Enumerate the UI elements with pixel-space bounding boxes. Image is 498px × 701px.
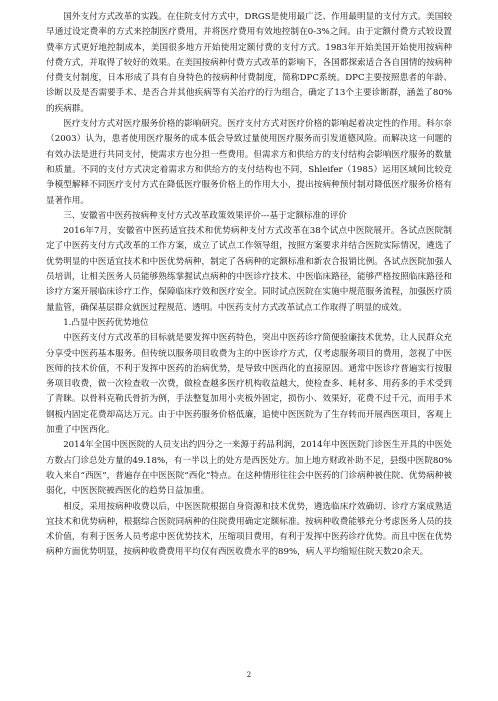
paragraph-2014-statistics: 2014年全国中医医院的人员支出约四分之一来源于药品利润，2014年中医医院门诊医生开具的中医处方数占门诊总处方量的49.18%，有一半以上的处方是西医处方。加上地方财政补助不足，县级中医院80%收入来自“西医”，普遍存在中医医院“西化”特点。在这种情形往往会中医药的门诊病种被住院、优势病种被弱化，中医医院被西医化的趋势日益加重。 — [46, 440, 452, 497]
document-body — [46, 10, 452, 561]
paragraph-per-case-payment: 相反，采用按病种收费以后，中医医院根据自身资源和技术优势，遴选临床疗效确切、诊疗方案成熟适宜技术和优势病种，根据综合医院同病种的住院费用确定定额标准。按病种收费能够充分考虑医务人员的技术价值，有利于医务人员考虑中医优势技术，压缩项目费用，有利于发挥中医药诊疗优势。而且中医在优势病种方面优势明显，按病种收费费用平均仅有西医收费水平的89%，病人平均缩短住院天数20余天。 — [46, 501, 452, 558]
paragraph-reform-goal: 中医药支付方式改革的目标就是要发挥中医药特色，突出中医药诊疗简便验廉技术优势，让人民群众充分享受中医药基本服务。但传统以服务项目收费为主的中医诊疗方式，仅考虑服务项目的费用，忽视了中医医师的技术价值，不利于发挥中医药的治病优势，是导致中医西化的直接原因。通常中医诊疗普遍实行按服务项目收费，做一次检查收一次费，做检查越多医疗机构收益越大，使检查多、耗材多、用药多的手术受到了青睐。以骨科克勒氏骨折为例，手法整复加用小夹板外固定，损伤小、效果好，花费不过千元，而用手术钢板内固定花费却高达万元。由于中医药服务价格低廉，追使中医医院为了生存转而开展西医项目，客观上加重了中医西化。 — [46, 333, 452, 436]
subheading-tcm-advantage: 1.凸显中医药优势地位 — [63, 317, 149, 328]
page-number: 2 — [246, 671, 252, 679]
paragraph-foreign-payment-practice: 国外支付方式改革的实践。在住院支付方式中，DRGS是使用最广泛、作用最明显的支付方式。美国较早通过设定费率的方式来控制医疗费用，并将医疗费用有效地控制在0-3%之间。由于定额付费方式较设置费率方式更好地控制成本，美国很多地方开始使用定额付费的支付方式。1983年开始美国开始使用按病种付费方式，并取得了较好的效果。在美国按病种付费方式改革的影响下，各国都探索适合各自国情的按病种付费支付制度，日本形成了具有自身特色的按病种付费制度，简称DPC系统。DPC主要按照患者的年龄、诊断以及是否需要手术、是否合并其他疾病等有关治疗的行为组合，确定了13个主要诊断群，涵盖了80%的疾病群。 — [46, 12, 452, 114]
section-heading: 三、安徽省中医药按病种支付方式改革政策效果评价---基于定额标准的评价 — [63, 210, 347, 221]
paragraph-pilot-reform: 2016年7月，安徽省中医药适宜技术和优势病种支付方式改革在38个试点中医院展开。各试点医院制定了中医药支付方式改革的工作方案，成立了试点工作领导组，按照方案要求并结合医院实际情况，遴选了优势明显的中医适宜技术和中医优势病种，制定了各病种的定额标准和新农合报销比例。各试点医院加强人员培训，让相关医务人员能够熟练掌握试点病种的中医诊疗技术、中医临床路径，能够严格按照临床路径和诊疗方案开展临床诊疗工作，保障临床疗效和医疗安全。同时试点医院在实施中规范服务流程，加强医疗质量监管，确保基层群众就医过程规范、透明。中医药支付方式改革试点工作取得了明显的成效。 — [46, 226, 452, 313]
paragraph-payment-price-impact: 医疗支付方式对医疗服务价格的影响研究。医疗支付方式对医疗价格的影响起着决定性的作用。科尔奈（2003）认为，患者使用医疗服务的成本低会导致过量使用医疗服务而引发道德风险。而解决这一问题的有效办法是进行共同支付，使需求方也分担一些费用。但需求方和供给方的支付结构会影响医疗服务的数量和质量。不同的支付方式决定着需求方和供给方的支付结构也不同，Shleifer（1985）运用区域间比较竞争模型解释不同医疗支付方式在降低医疗服务价格上的作用大小，提出按病种预付制对降低医疗服务价格有显著作用。 — [46, 119, 452, 206]
